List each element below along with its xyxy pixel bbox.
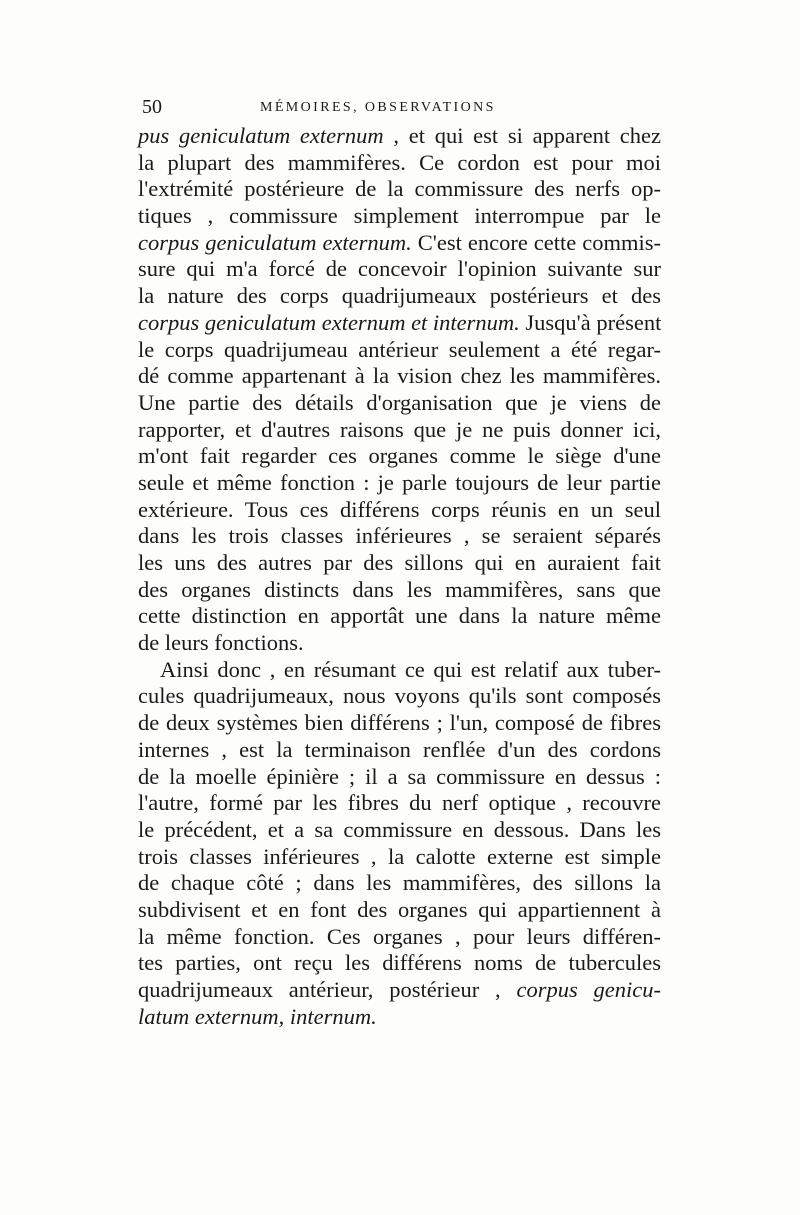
text-run: tes parties, ont reçu les différens noms de tubercules — [138, 950, 661, 976]
text-line — [138, 310, 661, 337]
text-line — [138, 203, 661, 230]
text-run: la plupart des mammifères. Ce cordon est pour moi — [138, 149, 661, 175]
text-run: rapporter, et d'autres raisons que je ne puis donner ici, — [138, 416, 661, 442]
text-run: la même fonction. Ces organes , pour leurs différen- — [138, 923, 661, 949]
text-line — [138, 577, 661, 604]
text-run: de chaque côté ; dans les mammifères, des sillons la — [138, 870, 661, 896]
text-line — [138, 630, 661, 657]
text-line — [138, 123, 661, 150]
text-run: subdivisent et en font des organes qui appartiennent à — [138, 896, 661, 922]
text-line — [138, 1004, 661, 1031]
text-line — [138, 497, 661, 524]
text-line — [138, 844, 661, 871]
text-run: des organes distincts dans les mammifères, sans que — [138, 576, 661, 602]
text-line — [138, 390, 661, 417]
text-line — [138, 924, 661, 951]
italic-text: latum externum, internum. — [138, 1003, 377, 1029]
text-run: dans les trois classes inférieures , se seraient séparés — [138, 523, 661, 549]
text-run: de leurs fonctions. — [138, 630, 304, 656]
text-line — [138, 897, 661, 924]
text-run: les uns des autres par des sillons qui en auraient fait — [138, 550, 661, 575]
page-number: 50 — [142, 96, 162, 118]
text-run: Ainsi donc , en résumant ce qui est relatif aux tuber- — [160, 656, 661, 682]
text-run: tiques , commissure simplement interrompue par le — [138, 203, 661, 229]
body-text — [138, 123, 661, 1030]
text-line — [138, 470, 661, 497]
text-run: , et qui est si apparent chez — [383, 123, 662, 148]
italic-text: pus geniculatum externum — [138, 123, 384, 148]
text-line — [138, 176, 661, 203]
text-line — [138, 150, 661, 177]
text-run: de deux systèmes bien différens ; l'un, composé de fibres — [138, 710, 661, 736]
text-line — [138, 977, 661, 1004]
text-line — [138, 550, 661, 577]
text-run: l'autre, formé par les fibres du nerf optique , recouvre — [138, 790, 661, 816]
text-line — [138, 363, 661, 390]
text-run: l'extrémité postérieure de la commissure des nerfs op- — [138, 176, 661, 202]
text-run: de la moelle épinière ; il a sa commissure en dessus : — [138, 763, 661, 789]
italic-text: corpus geniculatum externum et internum. — [138, 309, 520, 335]
text-run: m'ont fait regarder ces organes comme le siège d'une — [138, 443, 661, 469]
text-run: Jusqu'à présent — [519, 309, 662, 335]
text-line — [138, 950, 661, 977]
text-run: seule et même fonction : je parle toujours de leur partie — [138, 469, 661, 495]
text-line — [138, 443, 661, 470]
text-run: cules quadrijumeaux, nous voyons qu'ils sont composés — [138, 683, 661, 709]
text-run: Une partie des détails d'organisation que je viens de — [138, 389, 661, 415]
text-line — [138, 603, 661, 630]
italic-text: corpus genicu- — [516, 977, 661, 1002]
text-line — [138, 870, 661, 897]
text-run: internes , est la terminaison renflée d'un des cordons — [138, 736, 661, 762]
text-line — [138, 523, 661, 550]
text-line — [138, 710, 661, 737]
text-line — [138, 790, 661, 817]
text-run: le précédent, et a sa commissure en dessous. Dans les — [138, 816, 661, 842]
italic-text: corpus geniculatum externum. — [138, 229, 412, 255]
text-line — [138, 683, 661, 710]
text-line — [138, 657, 661, 684]
text-line — [138, 417, 661, 444]
text-run: quadrijumeaux antérieur, postérieur , — [138, 977, 517, 1002]
text-run: sure qui m'a forcé de concevoir l'opinion suivante sur — [138, 256, 661, 282]
text-line — [138, 737, 661, 764]
running-head — [142, 96, 662, 126]
text-line — [138, 817, 661, 844]
text-line — [138, 256, 661, 283]
paragraph — [138, 123, 661, 657]
text-run: trois classes inférieures , la calotte externe est simple — [138, 843, 661, 869]
paragraph — [138, 657, 661, 1031]
running-title: MÉMOIRES, OBSERVATIONS — [260, 100, 496, 115]
text-run: la nature des corps quadrijumeaux postérieurs et des — [138, 283, 661, 309]
text-run: dé comme appartenant à la vision chez les mammifères. — [138, 363, 661, 389]
text-line — [138, 764, 661, 791]
text-run: extérieure. Tous ces différens corps réunis en un seul — [138, 496, 661, 522]
text-line — [138, 337, 661, 364]
text-run: le corps quadrijumeau antérieur seulement a été regar- — [138, 336, 661, 362]
text-line — [138, 283, 661, 310]
text-line — [138, 230, 661, 257]
text-run: cette distinction en apportât une dans la nature même — [138, 603, 661, 629]
text-run: C'est encore cette commis- — [411, 229, 661, 255]
